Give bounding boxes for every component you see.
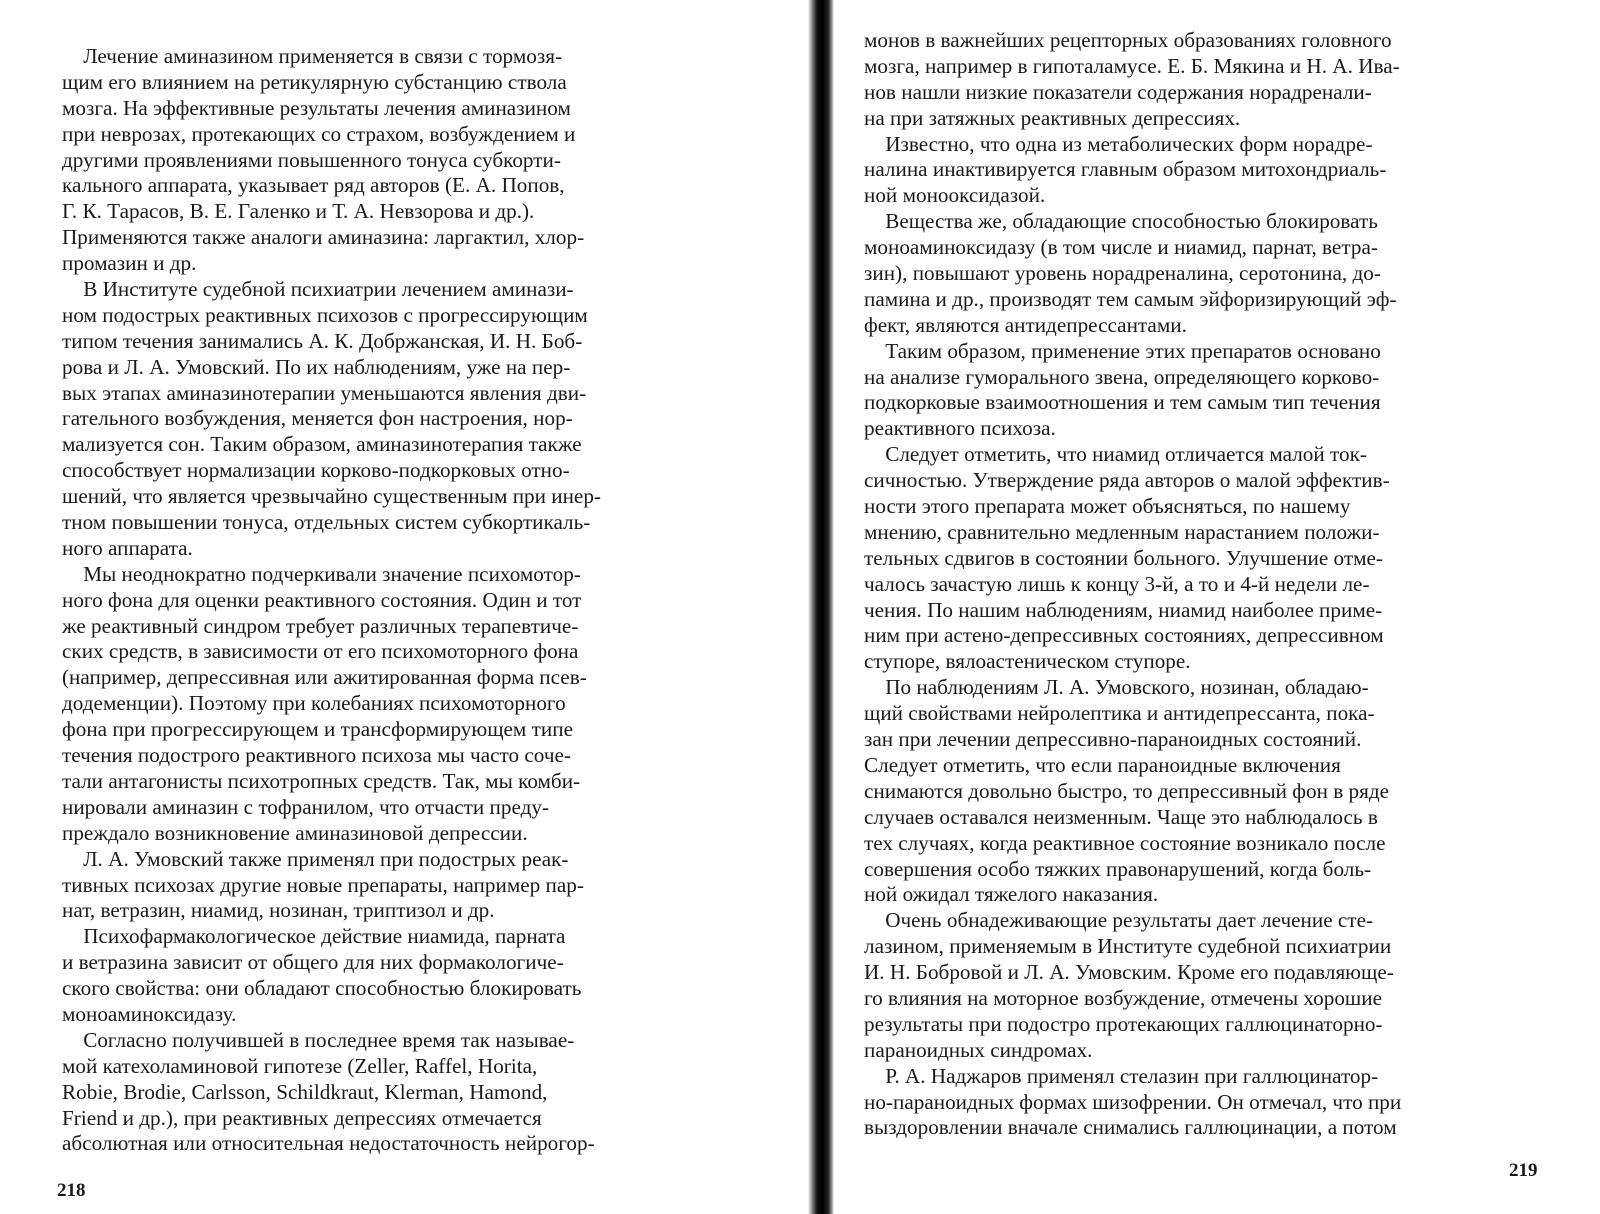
text-line: подкорковые взаимоотношения и тем самым тип течения xyxy=(864,390,1381,415)
text-line: нировали аминазин с тофранилом, что отчасти преду- xyxy=(62,794,550,819)
text-line: абсолютная или относительная недостаточность нейрогор- xyxy=(62,1131,595,1156)
text-line: результаты при подостро протекающих галлюцинаторно- xyxy=(864,1011,1383,1036)
text-line: мозга. На эффективные результаты лечения аминазином xyxy=(62,95,571,120)
text-line: ним при астено-депрессивных состояниях, депрессивном xyxy=(864,623,1384,648)
text-line: моноаминоксидазу (в том числе и ниамид, парнат, ветра- xyxy=(864,235,1378,260)
text-line: Известно, что одна из метаболических форм норадре- xyxy=(864,131,1373,156)
text-line: ности этого препарата может объясняться, по нашему xyxy=(864,494,1351,519)
text-line: ной ожидал тяжелого наказания. xyxy=(864,882,1159,907)
text-line: но-параноидных формах шизофрении. Он отмечал, что при xyxy=(864,1089,1402,1114)
text-line: ном подострых реактивных психозов с прогрессирующим xyxy=(62,302,588,327)
text-line: Таким образом, применение этих препаратов основано xyxy=(864,338,1381,363)
text-line: шений, что является чрезвычайно существенным при инер- xyxy=(62,484,601,509)
text-line: нат, ветразин, ниамид, нозинан, триптизол и др. xyxy=(62,898,495,923)
text-line: щий свойствами нейролептика и антидепрессанта, пока- xyxy=(864,701,1375,726)
text-line: Психофармакологическое действие ниамида, парната xyxy=(62,924,566,949)
text-line: чалось зачастую лишь к концу 3-й, а то и 4-й недели ле- xyxy=(864,571,1370,596)
text-line: Лечение аминазином применяется в связи с тормозя- xyxy=(62,44,562,68)
text-line: на анализе гуморального звена, определяющего корково- xyxy=(864,364,1380,389)
text-line: совершения особо тяжких правонарушений, когда боль- xyxy=(864,856,1372,881)
text-line: Robie, Brodie, Carlsson, Schildkraut, Klerman, Hamond, xyxy=(62,1079,548,1104)
text-line: при неврозах, протекающих со страхом, возбуждением и xyxy=(62,121,576,146)
text-line: фект, являются антидепрессантами. xyxy=(864,312,1187,337)
text-line: налина инактивируется главным образом митохондриаль- xyxy=(864,157,1387,182)
text-line: мализуется сон. Таким образом, аминазинотерапия также xyxy=(62,432,582,457)
text-line: зан при лечении депрессивно-параноидных состояний. xyxy=(864,727,1362,752)
text-line: фона при прогрессирующем и трансформирующем типе xyxy=(62,717,573,742)
text-line: Очень обнадеживающие результаты дает лечение сте- xyxy=(864,908,1374,933)
text-line: течения подострого реактивного психоза мы часто соче- xyxy=(62,743,571,768)
text-line: Следует отметить, что если параноидные включения xyxy=(864,752,1341,777)
left-page-text xyxy=(62,44,734,1157)
text-line: на при затяжных реактивных депрессиях. xyxy=(864,105,1241,130)
text-line: случаев оставался неизменным. Чаще это наблюдалось в xyxy=(864,804,1378,829)
text-line: мой катехоламиновой гипотезе (Zeller, Raffel, Horita, xyxy=(62,1053,538,1078)
text-line: щим его влиянием на ретикулярную субстанцию ствола xyxy=(62,69,567,94)
text-line: ских средств, в зависимости от его психомоторного фона xyxy=(62,639,579,664)
text-line: тном повышении тонуса, отдельных систем субкортикаль- xyxy=(62,510,591,535)
text-line: зин), повышают уровень норадреналина, серотонина, до- xyxy=(864,261,1381,286)
text-line: чения. По нашим наблюдениям, ниамид наиболее приме- xyxy=(864,597,1383,622)
text-line: снимаются довольно быстро, то депрессивный фон в ряде xyxy=(864,778,1390,803)
text-line: По наблюдениям Л. А. Умовского, нозинан, обладаю- xyxy=(864,675,1369,700)
text-line: способствует нормализации корково-подкорковых отно- xyxy=(62,458,570,483)
text-line: ной моноoксидазой. xyxy=(864,183,1046,208)
text-line: и ветразина зависит от общего для них формакологиче- xyxy=(62,950,564,975)
text-line: монов в важнейших рецепторных образованиях головного xyxy=(864,28,1392,52)
text-line: моноаминоксидазу. xyxy=(62,1001,237,1026)
text-line: параноидных синдромах. xyxy=(864,1037,1093,1062)
text-line: другими проявлениями повышенного тонуса субкорти- xyxy=(62,147,561,172)
text-line: Вещества же, обладающие способностью блокировать xyxy=(864,209,1378,234)
text-line: тивных психозах другие новые препараты, например пар- xyxy=(62,872,584,897)
text-line: сичностью. Утверждение ряда авторов о малой эффектив- xyxy=(864,468,1390,493)
text-line: нов нашли низкие показатели содержания норадренали- xyxy=(864,79,1372,104)
text-line: же реактивный синдром требует различных терапевтиче- xyxy=(62,613,579,638)
right-page-text xyxy=(864,28,1546,1141)
text-line: ного аппарата. xyxy=(62,535,193,560)
text-line: преждало возникновение аминазиновой депрессии. xyxy=(62,820,528,845)
text-line: ского свойства: они обладают способностью блокировать xyxy=(62,976,582,1001)
text-line: вых этапах аминазинотерапии уменьшаются явления дви- xyxy=(62,380,587,405)
text-line: ного фона для оценки реактивного состояния. Один и тот xyxy=(62,587,582,612)
text-line: Следует отметить, что ниамид отличается малой ток- xyxy=(864,442,1367,467)
text-line: Согласно получившей в последнее время так называе- xyxy=(62,1027,575,1052)
text-line: го влияния на моторное возбуждение, отмечены хорошие xyxy=(864,985,1382,1010)
text-line: реактивного психоза. xyxy=(864,416,1056,441)
text-line: памина и др., производят тем самым эйфоризирующий эф- xyxy=(864,286,1397,311)
text-line: Применяются также аналоги аминазина: ларгактил, хлор- xyxy=(62,225,585,250)
text-line: Мы неоднократно подчеркивали значение психомотор- xyxy=(62,561,581,586)
right-page xyxy=(800,0,1600,1214)
text-line: промазин и др. xyxy=(62,251,197,276)
text-line: выздоровлении вначале снимались галлюцинации, а потом xyxy=(864,1115,1397,1140)
text-line: И. Н. Бобровой и Л. А. Умовским. Кроме его подавляюще- xyxy=(864,960,1394,985)
text-line: Р. А. Наджаров применял стелазин при галлюцинатор- xyxy=(864,1063,1379,1088)
text-line: Л. А. Умовский также применял при подострых реак- xyxy=(62,846,569,871)
text-line: тех случаях, когда реактивное состояние возникало после xyxy=(864,830,1386,855)
text-line: кального аппарата, указывает ряд авторов (Е. А. Попов, xyxy=(62,173,565,198)
text-line: Friend и др.), при реактивных депрессиях отмечается xyxy=(62,1105,542,1130)
text-line: лазином, применяемым в Институте судебной психиатрии xyxy=(864,934,1392,959)
text-line: мнению, сравнительно медленным нарастанием положи- xyxy=(864,519,1380,544)
text-line: тали антагонисты психотропных средств. Так, мы комби- xyxy=(62,768,581,793)
text-line: типом течения занимались А. К. Добржанская, И. Н. Боб- xyxy=(62,328,583,353)
right-page-number: 219 xyxy=(1509,1160,1538,1181)
text-line: (например, депрессивная или ажитированная форма псев- xyxy=(62,665,587,690)
text-line: ступоре, вялоастеническом ступоре. xyxy=(864,649,1191,674)
text-line: додеменции). Поэтому при колебаниях психомоторного xyxy=(62,691,566,716)
text-line: В Институте судебной психиатрии лечением аминази- xyxy=(62,277,574,302)
text-line: рова и Л. А. Умовский. По их наблюдениям, уже на пер- xyxy=(62,354,571,379)
left-page-number: 218 xyxy=(57,1180,86,1201)
text-line: тельных сдвигов в состоянии больного. Улучшение отме- xyxy=(864,545,1383,570)
text-line: мозга, например в гипоталамусе. Е. Б. Мякина и Н. А. Ива- xyxy=(864,53,1400,78)
text-line: Г. К. Тарасов, В. Е. Галенко и Т. А. Невзорова и др.). xyxy=(62,199,535,224)
text-line: гательного возбуждения, меняется фон настроения, нор- xyxy=(62,406,573,431)
